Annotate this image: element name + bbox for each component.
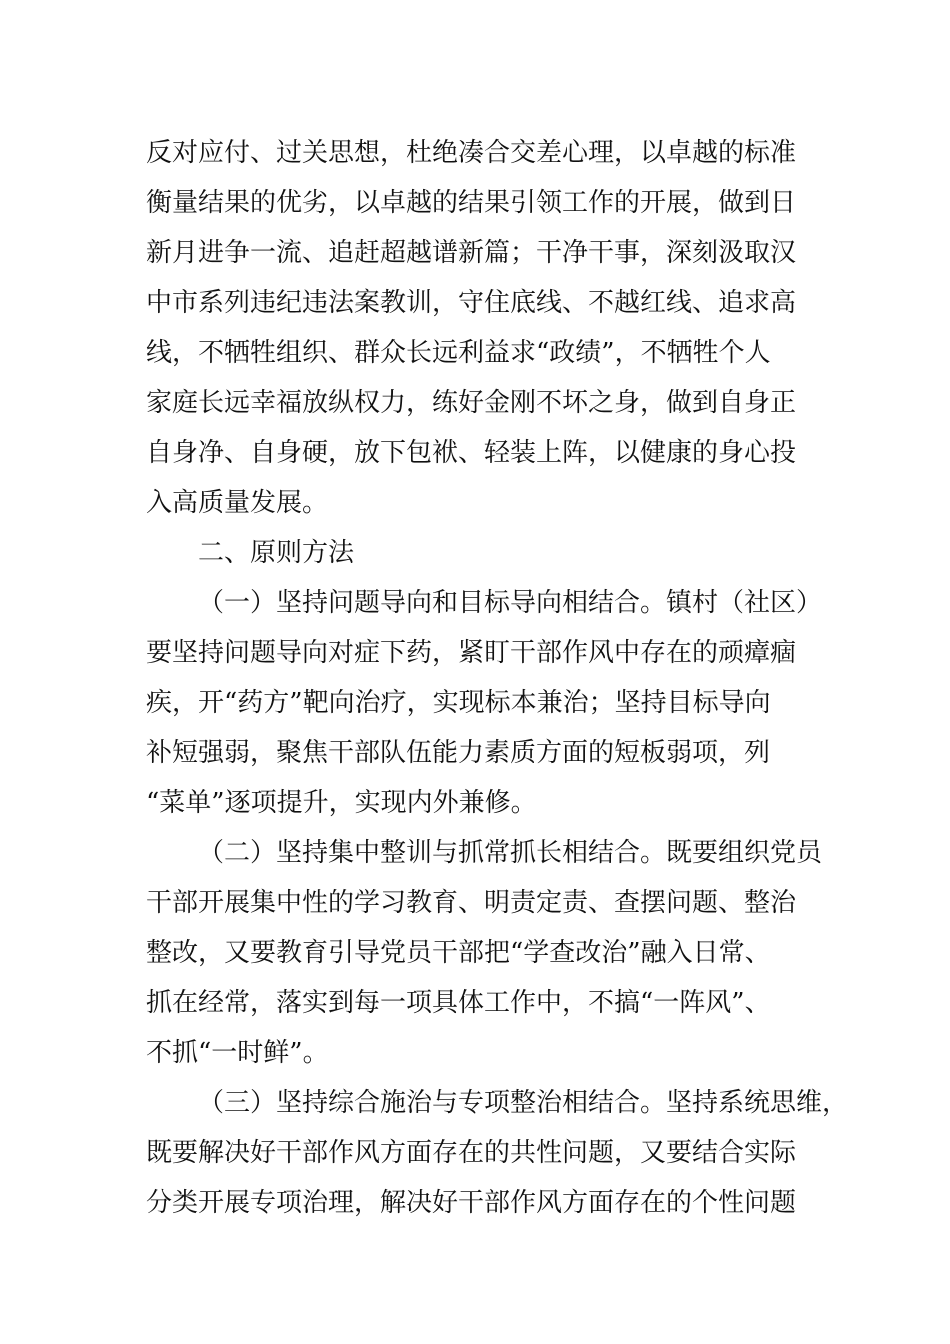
body-text-line: 衡量结果的优劣，以卓越的结果引领工作的开展，做到日 [146, 188, 797, 218]
subsection-heading-line: （三）坚持综合施治与专项整治相结合。坚持系统思维， [198, 1088, 849, 1118]
document-page [146, 128, 849, 1228]
body-text-line: 疾，开“药方”靶向治疗，实现标本兼治；坚持目标导向 [146, 688, 771, 718]
body-text-line: 自身净、自身硬，放下包袱、轻装上阵，以健康的身心投 [146, 438, 797, 468]
body-text-line: 中市系列违纪违法案教训，守住底线、不越红线、追求高 [146, 288, 797, 318]
body-text-line: 新月进争一流、追赶超越谱新篇；干净干事，深刻汲取汉 [146, 238, 797, 268]
subsection-heading-line: （二）坚持集中整训与抓常抓长相结合。既要组织党员 [198, 838, 823, 868]
body-text-line: 抓在经常，落实到每一项具体工作中，不搞“一阵风”、 [146, 988, 771, 1018]
body-text-line: 入高质量发展。 [146, 488, 329, 518]
body-text-line: 线，不牺牲组织、群众长远利益求“政绩”，不牺牲个人 [146, 338, 771, 368]
section-heading: 二、原则方法 [198, 538, 355, 568]
body-text-line: 干部开展集中性的学习教育、明责定责、查摆问题、整治 [146, 888, 797, 918]
body-text-line: 不抓“一时鲜”。 [146, 1038, 329, 1068]
body-text-line: 反对应付、过关思想，杜绝凑合交差心理，以卓越的标准 [146, 138, 797, 168]
body-text-line: 补短强弱，聚焦干部队伍能力素质方面的短板弱项，列 [146, 738, 771, 768]
body-text-line: 要坚持问题导向对症下药，紧盯干部作风中存在的顽瘴痼 [146, 638, 797, 668]
body-text-line: 既要解决好干部作风方面存在的共性问题，又要结合实际 [146, 1138, 797, 1168]
subsection-heading-line: （一）坚持问题导向和目标导向相结合。镇村（社区） [198, 588, 823, 618]
body-text-line: 分类开展专项治理，解决好干部作风方面存在的个性问题 [146, 1188, 797, 1218]
body-text-line: 家庭长远幸福放纵权力，练好金刚不坏之身，做到自身正 [146, 388, 797, 418]
body-text-line: “菜单”逐项提升，实现内外兼修。 [146, 788, 537, 818]
body-text-line: 整改，又要教育引导党员干部把“学查改治”融入日常、 [146, 938, 771, 968]
